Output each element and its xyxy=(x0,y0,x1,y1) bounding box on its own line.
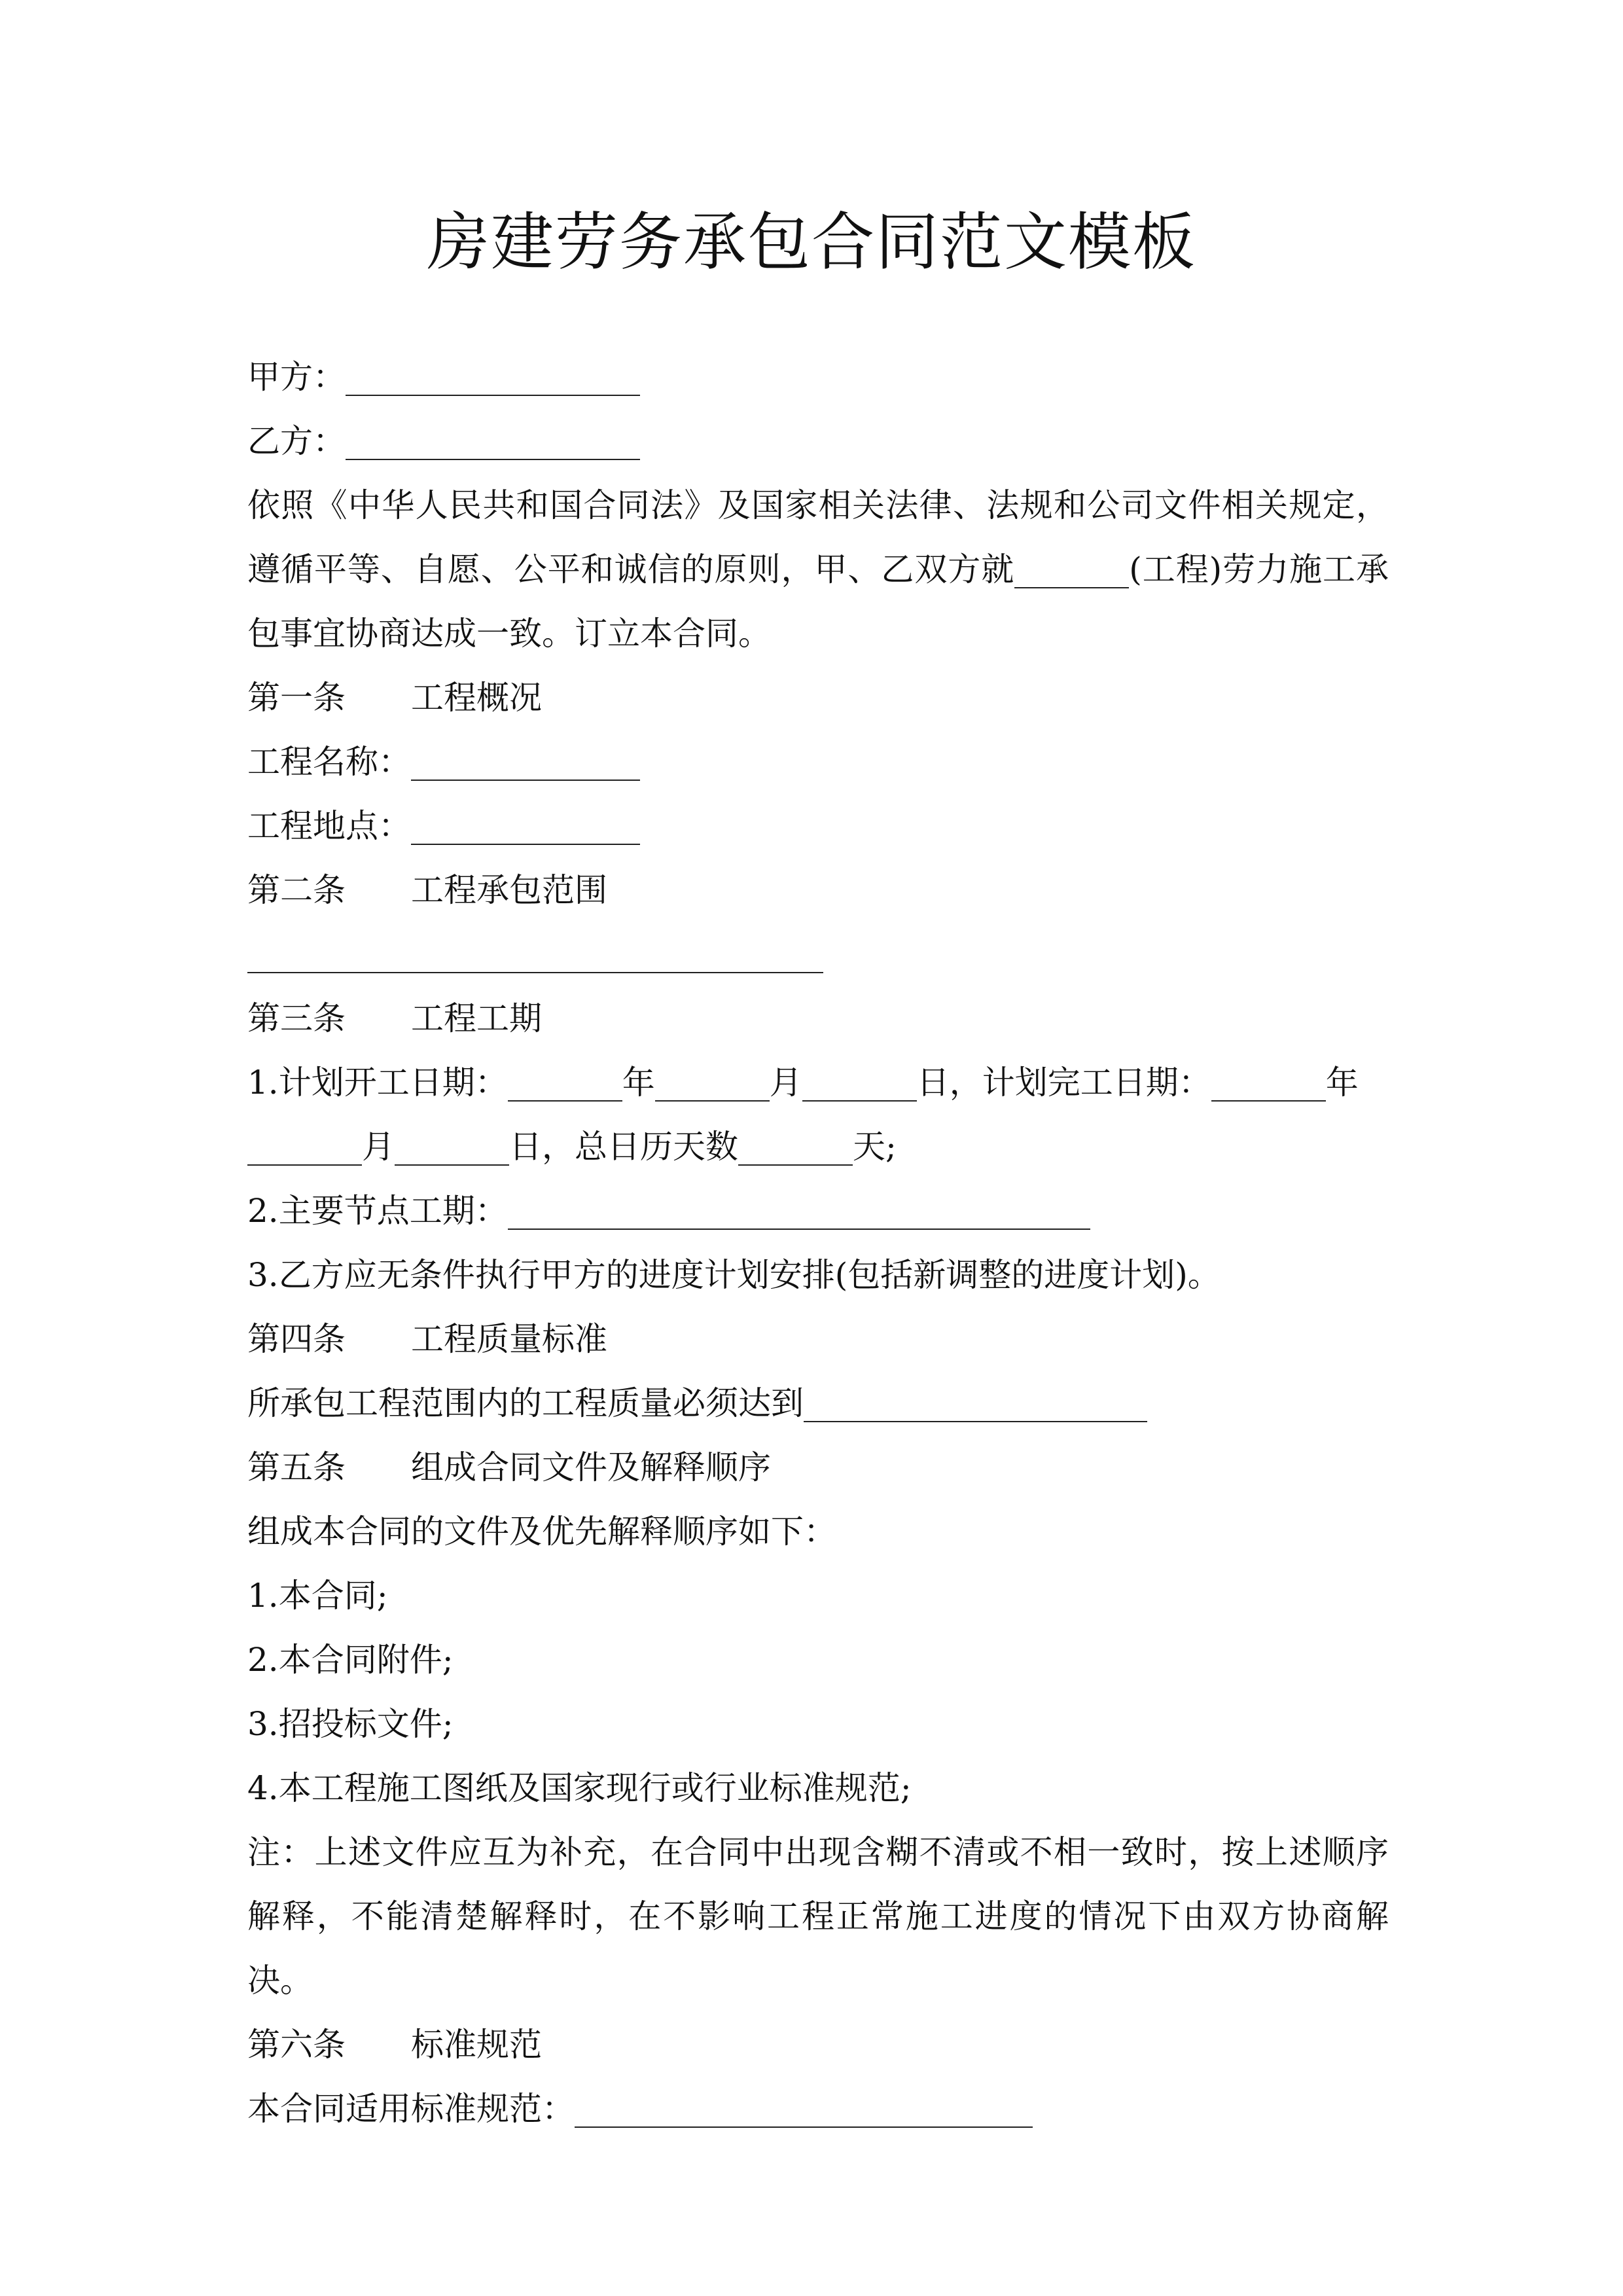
article3-title: 工程工期 xyxy=(411,999,542,1037)
article3-heading xyxy=(247,986,1389,1050)
standards-blank xyxy=(575,2090,1033,2128)
article6-heading xyxy=(247,2013,1389,2077)
milestone-blank xyxy=(508,1192,1090,1230)
milestone-line xyxy=(247,1179,1389,1243)
scope-blank-line xyxy=(247,922,1389,986)
article4-title: 工程质量标准 xyxy=(411,1320,607,1358)
article4-heading xyxy=(247,1307,1389,1371)
end-year-blank xyxy=(1211,1064,1326,1102)
document-item-1: 1.本合同; xyxy=(247,1577,388,1615)
total-days-blank xyxy=(738,1128,853,1166)
standards-line xyxy=(247,2077,1389,2141)
scope-blank xyxy=(247,935,823,973)
start-date-label: 1.计划开工日期： xyxy=(247,1064,508,1102)
article5-title: 组成合同文件及解释顺序 xyxy=(411,1448,771,1486)
document-item-2: 2.本合同附件; xyxy=(247,1641,454,1679)
documents-intro: 组成本合同的文件及优先解释顺序如下： xyxy=(247,1513,836,1551)
article1-num: 第一条 xyxy=(247,679,346,717)
document-item-4: 4.本工程施工图纸及国家现行或行业标准规范; xyxy=(247,1769,912,1807)
party-a-blank xyxy=(346,358,640,396)
year-unit: 年 xyxy=(622,1064,655,1102)
party-b-blank xyxy=(346,422,640,460)
article6-title: 标准规范 xyxy=(411,2026,542,2064)
month-unit: 月 xyxy=(769,1064,802,1102)
start-month-blank xyxy=(655,1064,770,1102)
documents-note: 注：上述文件应互为补充，在合同中出现含糊不清或不相一致时，按上述顺序解释，不能清楚解释时，在不影响工程正常施工进度的情况下由双方协商解决。 xyxy=(247,1833,1389,2000)
party-a-label: 甲方： xyxy=(247,358,346,396)
milestone-label: 2.主要节点工期： xyxy=(247,1192,508,1230)
quality-text: 所承包工程范围内的工程质量必须达到 xyxy=(247,1384,804,1422)
days-unit: 天; xyxy=(853,1128,897,1166)
project-blank xyxy=(1014,550,1129,588)
article2-title: 工程承包范围 xyxy=(411,871,607,909)
project-location-blank xyxy=(411,807,640,845)
end-year-unit: 年 xyxy=(1325,1064,1359,1102)
article1-title: 工程概况 xyxy=(411,679,542,717)
total-days-label: 日，总日历天数 xyxy=(509,1128,738,1166)
end-day-blank xyxy=(395,1128,509,1166)
project-name-blank xyxy=(411,743,640,781)
end-month-unit: 月 xyxy=(362,1128,395,1166)
standards-label: 本合同适用标准规范： xyxy=(247,2090,575,2128)
day-comma-unit: 日， xyxy=(916,1064,982,1102)
project-location-label: 工程地点： xyxy=(247,807,411,845)
intro-text-after: (工程)劳力施工承包事宜协商达成一致。订立本合同。 xyxy=(247,550,1389,653)
quality-blank xyxy=(804,1384,1147,1422)
article3-num: 第三条 xyxy=(247,999,346,1037)
quality-line xyxy=(247,1371,1389,1435)
document-title: 房建劳务承包合同范文模板 xyxy=(427,206,1196,279)
article5-num: 第五条 xyxy=(247,1448,346,1486)
article2-heading xyxy=(247,858,1389,922)
project-name-line xyxy=(247,730,1389,794)
party-b-label: 乙方： xyxy=(247,422,346,460)
intro-text-before: 依照《中华人民共和国合同法》及国家相关法律、法规和公司文件相关规定，遵循平等、自愿、公平和诚信的原则，甲、乙双方就 xyxy=(247,486,1389,588)
schedule-line-1 xyxy=(247,1050,1389,1115)
start-day-blank xyxy=(802,1064,917,1102)
party-b-line xyxy=(247,409,1389,473)
intro-paragraph xyxy=(247,473,1389,666)
document-body xyxy=(247,345,1389,2141)
schedule-line-2 xyxy=(247,1115,1389,1179)
end-date-label: 计划完工日期： xyxy=(982,1064,1211,1102)
article5-heading xyxy=(247,1435,1389,1499)
start-year-blank xyxy=(508,1064,622,1102)
article2-num: 第二条 xyxy=(247,871,346,909)
end-month-blank xyxy=(247,1128,362,1166)
party-a-line xyxy=(247,345,1389,409)
article6-num: 第六条 xyxy=(247,2026,346,2064)
schedule-item-3: 3.乙方应无条件执行甲方的进度计划安排(包括新调整的进度计划)。 xyxy=(247,1256,1221,1294)
article4-num: 第四条 xyxy=(247,1320,346,1358)
project-location-line xyxy=(247,794,1389,858)
document-item-3: 3.招投标文件; xyxy=(247,1705,454,1743)
article1-heading xyxy=(247,666,1389,730)
project-name-label: 工程名称： xyxy=(247,743,411,781)
